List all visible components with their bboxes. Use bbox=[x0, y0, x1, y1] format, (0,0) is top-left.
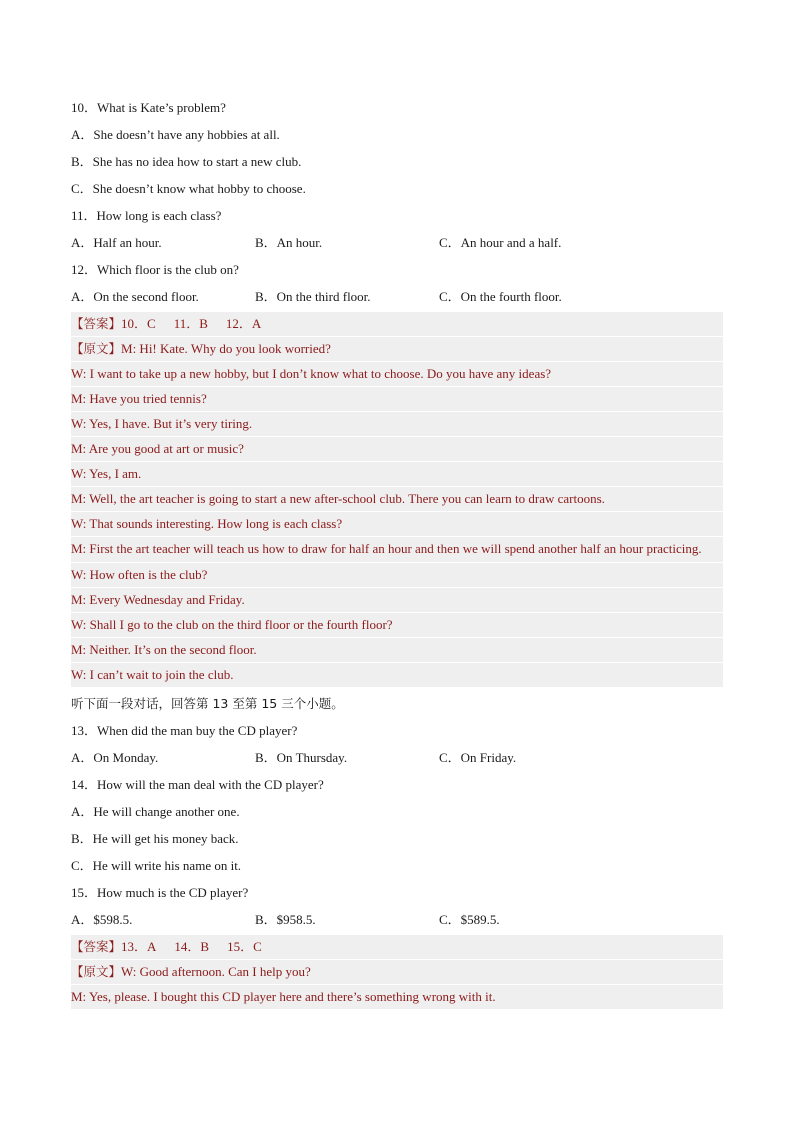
option-15c: C．$589.5. bbox=[439, 911, 500, 927]
script-line: W: Shall I go to the club on the third floor or the fourth floor? bbox=[71, 613, 723, 638]
answer-11: 11．B bbox=[173, 316, 208, 331]
answer-12: 12．A bbox=[225, 316, 262, 331]
answer-line-1 bbox=[71, 312, 723, 337]
script-line: W: I can’t wait to join the club. bbox=[71, 663, 723, 688]
script-line: M: Yes, please. I bought this CD player here and there’s something wrong with it. bbox=[71, 985, 723, 1010]
script-line: W: Yes, I am. bbox=[71, 462, 723, 487]
option-12a: A．On the second floor. bbox=[71, 289, 199, 304]
option-10c: C．She doesn’t know what hobby to choose. bbox=[71, 181, 306, 196]
answer-tag: 【答案】 bbox=[71, 938, 122, 954]
script-line: M: Every Wednesday and Friday. bbox=[71, 588, 723, 613]
script-tag: 【原文】 bbox=[71, 963, 122, 979]
script-tag: 【原文】 bbox=[71, 341, 122, 356]
script-line bbox=[71, 337, 723, 362]
option-12c: C．On the fourth floor. bbox=[439, 289, 562, 304]
script-line: W: Yes, I have. But it’s very tiring. bbox=[71, 412, 723, 437]
script-line: M: Are you good at art or music? bbox=[71, 437, 723, 462]
option-10b: B．She has no idea how to start a new club. bbox=[71, 154, 302, 169]
option-14a: A．He will change another one. bbox=[71, 803, 240, 819]
option-15b: B．$958.5. bbox=[255, 911, 316, 927]
question-11: 11．How long is each class? bbox=[71, 208, 222, 223]
script-line: M: Neither. It’s on the second floor. bbox=[71, 638, 723, 663]
question-13: 13．When did the man buy the CD player? bbox=[71, 722, 298, 738]
question-14: 14．How will the man deal with the CD player? bbox=[71, 776, 324, 792]
answer-15: 15．C bbox=[227, 938, 262, 954]
option-14b: B．He will get his money back. bbox=[71, 830, 239, 846]
option-13b: B．On Thursday. bbox=[255, 749, 348, 765]
script-line: W: That sounds interesting. How long is each class? bbox=[71, 512, 723, 537]
answer-block-1 bbox=[71, 312, 723, 688]
option-13a: A．On Monday. bbox=[71, 749, 159, 765]
script-text: M: Hi! Kate. Why do you look worried? bbox=[121, 341, 331, 356]
script-line: M: Have you tried tennis? bbox=[71, 387, 723, 412]
script-line: M: First the art teacher will teach us how to draw for half an hour and then we will spend another half an hour practicing. bbox=[71, 537, 723, 563]
option-10a: A．She doesn’t have any hobbies at all. bbox=[71, 127, 280, 142]
options-12 bbox=[71, 283, 723, 310]
options-13 bbox=[71, 744, 723, 771]
answer-14: 14．B bbox=[174, 938, 210, 954]
option-11a: A．Half an hour. bbox=[71, 235, 162, 250]
section-instruction: 听下面一段对话，回答第 13 至第 15 三个小题。 bbox=[71, 695, 344, 711]
option-11b: B．An hour. bbox=[255, 235, 323, 250]
question-15: 15．How much is the CD player? bbox=[71, 884, 249, 900]
question-10: 10．What is Kate’s problem? bbox=[71, 100, 226, 115]
question-12: 12．Which floor is the club on? bbox=[71, 262, 239, 277]
script-line: M: Well, the art teacher is going to start a new after-school club. There you can learn to draw cartoons. bbox=[71, 487, 723, 512]
answer-tag: 【答案】 bbox=[71, 316, 122, 331]
answer-line-2 bbox=[71, 935, 723, 960]
script-text: W: Good afternoon. Can I help you? bbox=[121, 963, 311, 979]
option-14c: C．He will write his name on it. bbox=[71, 857, 242, 873]
answer-10: 10．C bbox=[121, 316, 156, 331]
script-line bbox=[71, 960, 723, 985]
script-line: W: I want to take up a new hobby, but I don’t know what to choose. Do you have any ideas? bbox=[71, 362, 723, 387]
option-11c: C．An hour and a half. bbox=[439, 235, 562, 250]
answer-block-2 bbox=[71, 935, 723, 1010]
options-11 bbox=[71, 229, 723, 256]
script-line: W: How often is the club? bbox=[71, 563, 723, 588]
option-12b: B．On the third floor. bbox=[255, 289, 371, 304]
answer-13: 13．A bbox=[121, 938, 157, 954]
document-page bbox=[71, 94, 723, 1012]
options-15 bbox=[71, 906, 723, 933]
option-15a: A．$598.5. bbox=[71, 911, 133, 927]
option-13c: C．On Friday. bbox=[439, 749, 517, 765]
